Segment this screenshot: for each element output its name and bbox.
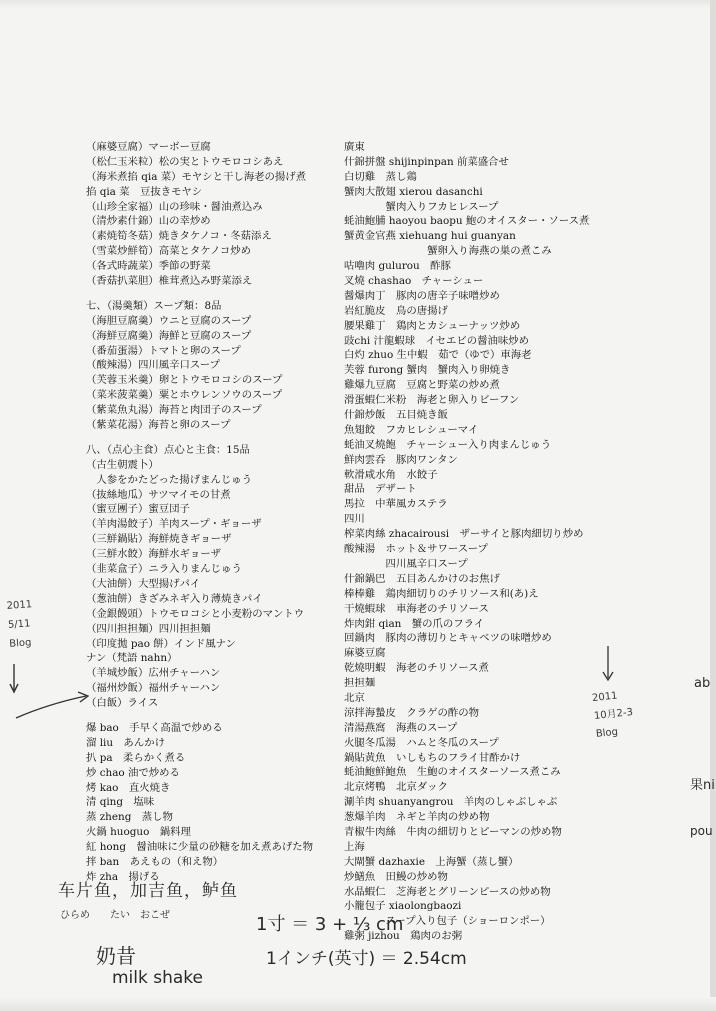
handwritten-inch-conversion: 1インチ(英寸) ＝ 2.54cm: [266, 949, 467, 969]
edge-note-pou: pou: [690, 824, 713, 838]
left-menu-line: （羊肉湯餃子）羊肉スープ・ギョーザ: [86, 518, 262, 531]
right-menu-line: 涼拌海蟄皮 クラゲの酢の物: [344, 706, 480, 719]
right-menu-line: 豉chi 汁龍蝦球 イセエビの醤油味炒め: [344, 334, 530, 347]
right-menu-line: 青椒牛肉絲 牛肉の細切りとピーマンの炒め物: [344, 825, 562, 838]
left-menu-line: （松仁玉米粒）松の実とトウモロコシあえ: [86, 155, 284, 168]
right-menu-line: 干燒蝦球 車海老のチリソース: [344, 602, 489, 615]
left-menu-line: [86, 289, 354, 299]
right-menu-line: 蟹肉入りフカヒレスープ: [344, 200, 499, 213]
left-menu-line: （酸辣湯）四川風辛口スープ: [86, 359, 221, 372]
handwritten-sun-conversion: 1寸 ＝ 3 + ⅓ cm: [256, 914, 404, 935]
left-menu-line: （紫菜花湯）海苔と卵のスープ: [86, 419, 231, 432]
left-menu-line: （香菇扒菜胆）椎茸煮込み野菜添え: [86, 275, 253, 288]
left-menu-line: （芙蓉玉米羹）卵とトウモロコシのスープ: [86, 374, 283, 387]
left-menu-line: （抜絲地瓜）サツマイモの甘煮: [86, 488, 231, 501]
right-menu-line: 担担麺: [344, 677, 376, 690]
left-menu-line: （四川担担麺）四川担担麺: [86, 622, 211, 635]
right-menu-line: 大閘蟹 dazhaxie 上海蟹（蒸し蟹）: [344, 855, 519, 868]
left-menu-line: （各式時蔬菜）季節の野菜: [86, 260, 211, 273]
left-menu-line: 掐 qia 菜 豆抜きモヤシ: [86, 185, 203, 198]
right-menu-line: 什錦鍋巴 五目あんかけのお焦げ: [344, 572, 500, 585]
right-menu-line: スープ入り包子（ショーロンポー）: [344, 915, 551, 928]
right-menu-line: 滑蛋蝦仁米粉 海老と卵入りビーフン: [344, 394, 520, 407]
right-menu-line: 炸肉鉗 qian 蟹の爪のフライ: [344, 617, 485, 630]
right-menu-line: 蟹卵入り海燕の巣の煮こみ: [344, 245, 552, 258]
right-margin-date-note: 2011 10月2-3 Blog: [591, 690, 634, 740]
left-menu-line: （韭菜盒子）ニラ入りまんじゅう: [86, 563, 242, 576]
left-menu-line: （素焼筍冬菇）焼きタケノコ・冬菇添え: [86, 230, 272, 243]
right-menu-line: 炒鱔魚 田鰻の炒め物: [344, 870, 448, 883]
right-column-menu: [344, 140, 684, 944]
right-menu-line: 北京: [344, 691, 365, 704]
right-menu-line: 雞爆九豆腐 豆腐と野菜の炒め煮: [344, 379, 500, 392]
left-menu-line: （番茄蛋湯）トマトと卵のスープ: [86, 344, 241, 357]
left-menu-line: （海鮮豆腐羹）海鮮と豆腐のスープ: [86, 329, 252, 342]
left-menu-line: （海胆豆腐羹）ウニと豆腐のスープ: [86, 314, 252, 327]
right-menu-line: 蚝油鮑脯 haoyou baopu 鮑のオイスター・ソース煮: [344, 215, 590, 228]
left-menu-line: （金銀饅頭）トウモロコシと小麦粉のマントウ: [86, 607, 305, 620]
left-menu-line: 蒸 zheng 蒸し物: [86, 811, 173, 824]
left-menu-line: 爆 bao 手早く高温で炒める: [86, 721, 223, 734]
handwritten-shake-kanji: 奶昔: [96, 944, 136, 968]
right-menu-line: 水晶蝦仁 芝海老とグリーンピースの炒め物: [344, 885, 551, 898]
right-menu-line: 小籠包子 xiaolongbaozi: [344, 900, 462, 913]
right-menu-line: 榨菜肉絲 zhacairousi ザーサイと豚肉細切り炒め: [344, 528, 584, 541]
right-menu-line: 乾燒明蝦 海老のチリソース煮: [344, 662, 489, 675]
left-menu-line: 拌 ban あえもの（和え物）: [86, 855, 224, 868]
left-menu-line: 火鍋 huoguo 鍋料理: [86, 826, 191, 839]
right-menu-line: 四川風辛口スープ: [344, 557, 468, 570]
left-menu-line: （山珍全家福）山の珍味・醤油煮込み: [86, 200, 263, 213]
right-menu-line: 蟹肉大散翅 xierou dasanchi: [344, 185, 483, 198]
right-menu-line: 岩紅脆皮 鳥の唐揚げ: [344, 304, 448, 317]
scan-shadow-top: [0, 0, 716, 8]
left-menu-line: （海米煮掐 qia 菜）モヤシと干し海老の揚げ煮: [86, 170, 307, 183]
left-menu-line: （大油餅）大型揚げパイ: [86, 577, 201, 590]
left-menu-line: [86, 711, 354, 721]
right-menu-line: 四川: [344, 513, 365, 526]
left-menu-line: 紅 hong 醤油味に少量の砂糖を加え煮あげた物: [86, 841, 314, 854]
right-menu-line: 白灼 zhuo 生中蝦 茹で（ゆで）車海老: [344, 349, 532, 362]
right-menu-line: 回鍋肉 豚肉の薄切りとキャベツの味噌炒め: [344, 632, 552, 645]
left-menu-line: 炸 zha 揚げる: [86, 870, 160, 883]
left-menu-line: （古生朝震卜）: [86, 458, 159, 471]
left-menu-line: （雪菜炒鮮筍）高菜とタケノコ炒め: [86, 245, 252, 258]
handwritten-fish-kana: ひらめ たい おこぜ: [60, 910, 170, 921]
right-menu-line: 蚝油鮑鮮鮑魚 生鮑のオイスターソース煮こみ: [344, 766, 561, 779]
right-menu-line: 醤爆肉丁 豚肉の唐辛子味噌炒め: [344, 289, 500, 302]
left-menu-line: 清 qing 塩味: [86, 796, 155, 809]
right-menu-line: 上海: [344, 840, 365, 853]
left-column-menu: [86, 140, 354, 885]
left-menu-line: ナン（梵語 nahn）: [86, 652, 178, 665]
right-menu-line: 芙蓉 furong 蟹肉 蟹肉入り卵焼き: [344, 364, 511, 377]
right-menu-line: 棒棒雞 鶏肉細切りのチリソース和(あ)え: [344, 587, 539, 600]
left-menu-line: （白飯）ライス: [86, 697, 159, 710]
left-menu-line: （紫菜魚丸湯）海苔と肉団子のスープ: [86, 404, 262, 417]
left-menu-line: （葱油餅）きざみネギ入り薄焼きパイ: [86, 592, 263, 605]
right-menu-line: 咕嚕肉 gulurou 酢豚: [344, 260, 451, 273]
right-menu-line: 什錦炒飯 五目焼き飯: [344, 409, 448, 422]
right-menu-line: 什錦拼盤 shijinpinpan 前菜盛合せ: [344, 155, 509, 168]
right-menu-line: 蟹黄金官燕 xiehuang hui guanyan: [344, 230, 516, 243]
left-menu-line: （清炒素什錦）山の幸炒め: [86, 215, 211, 228]
left-menu-line: （印度拋 pao 餅）インド風ナン: [86, 637, 236, 650]
left-menu-line: 烤 kao 直火焼き: [86, 781, 171, 794]
left-menu-line: 炒 chao 油で炒める: [86, 766, 180, 779]
right-menu-line: 雞粥 jizhou 鶏肉のお粥: [344, 930, 463, 943]
right-menu-line: 清湯燕窩 海燕のスープ: [344, 721, 458, 734]
right-menu-line: 鮮肉雲呑 豚肉ワンタン: [344, 453, 458, 466]
scan-edge-right: [710, 0, 716, 1011]
right-menu-line: 白切雞 蒸し鶏: [344, 170, 417, 183]
left-menu-line: 七、（湯羹類）スープ類：8品: [86, 299, 222, 312]
right-menu-line: 麻婆豆腐: [344, 647, 386, 660]
right-menu-line: 魚翅餃 フカヒレシューマイ: [344, 423, 479, 436]
handwritten-milk-shake: milk shake: [112, 968, 204, 988]
right-menu-line: 腰果雞丁 鶏肉とカシューナッツ炒め: [344, 319, 521, 332]
right-menu-line: 鍋貼黄魚 いしもちのフライ甘酢かけ: [344, 751, 521, 764]
left-menu-line: 八、（点心主食）点心と主食：15品: [86, 443, 250, 456]
right-menu-line: 甜品 デザート: [344, 483, 417, 496]
left-menu-line: 扒 pa 柔らかく煮る: [86, 751, 186, 764]
left-menu-line: 溜 liu あんかけ: [86, 736, 165, 749]
left-margin-arrow-icon: [8, 660, 98, 730]
left-menu-line: 人参をかたどった揚げまんじゅう: [86, 473, 253, 486]
left-menu-line: （麻婆豆腐）マーボー豆腐: [86, 141, 211, 153]
right-menu-line: 涮羊肉 shuanyangrou 羊肉のしゃぶしゃぶ: [344, 796, 558, 809]
right-menu-line: 酸辣湯 ホット＆サワースープ: [344, 543, 488, 556]
left-menu-line: （三鮮水餃）海鮮水ギョーザ: [86, 548, 222, 561]
edge-note-ab: ab: [694, 676, 711, 691]
right-menu-line: 蚝油叉燒飽 チャーシュー入り肉まんじゅう: [344, 438, 552, 451]
left-menu-line: （三鮮鍋貼）海鮮焼きギョーザ: [86, 533, 232, 546]
left-menu-line: （羊城炒飯）広州チャーハン: [86, 667, 221, 680]
right-margin-arrow-icon: [598, 644, 618, 684]
edge-note-mid: 果ni: [690, 778, 715, 793]
left-margin-date-note: 2011 5/11 Blog: [6, 599, 33, 650]
left-menu-line: （菜米菠菜羹）粟とホウレンソウのスープ: [86, 389, 283, 402]
left-menu-line: （福州炒飯）福州チャーハン: [86, 682, 221, 695]
left-menu-line: （蜜豆團子）蜜豆団子: [86, 503, 190, 516]
right-menu-line: 軟滑咸水角 水餃子: [344, 468, 438, 481]
right-menu-line: 葱爆羊肉 ネギと羊肉の炒め物: [344, 811, 490, 824]
right-menu-line: 北京烤鴨 北京ダック: [344, 781, 448, 794]
handwritten-fish-kanji: 车片鱼，加吉鱼，鲈鱼: [58, 881, 238, 901]
scan-shadow-bottom: [0, 997, 716, 1011]
right-menu-line: 火腿冬瓜湯 ハムと冬瓜のスープ: [344, 736, 499, 749]
right-menu-line: 馬拉 中華風カステラ: [344, 498, 448, 511]
left-menu-line: [86, 433, 354, 443]
right-menu-line: 叉燒 chashao チャーシュー: [344, 275, 484, 288]
right-menu-line: 廣東: [344, 141, 365, 153]
